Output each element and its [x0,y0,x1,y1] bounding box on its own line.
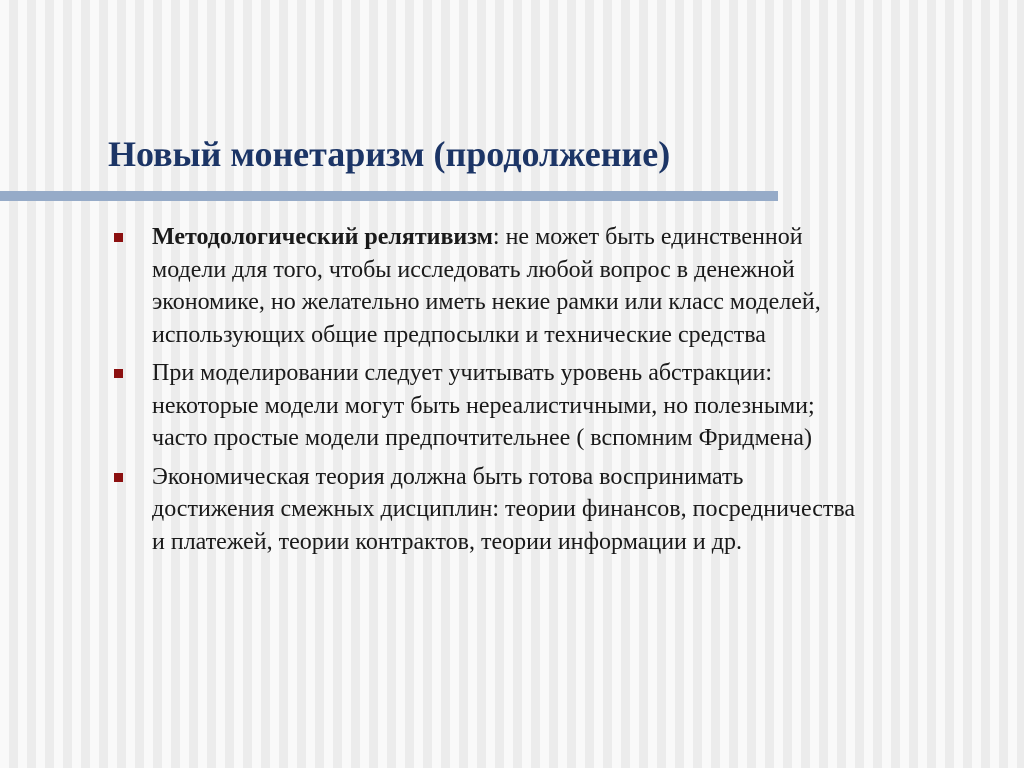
bullet-item [112,461,992,559]
bullet-text [152,221,992,351]
slide-title: Новый монетаризм (продолжение) [108,134,671,174]
bullet-text: Экономическая теория должна быть готова воспринимать достижения смежных дисциплин: теории финансов, посредничества и платежей, теории контрактов, теории информации и др. [152,463,856,555]
title-underline-rule [0,191,778,201]
square-bullet-icon [114,473,123,482]
square-bullet-icon [114,369,123,378]
bullet-term: Методологический релятивизм [152,224,493,250]
bullet-item [112,221,992,351]
bullet-list [112,221,992,564]
bullet-text: При моделировании следует учитывать уровень абстракции: некоторые модели могут быть нереалистичными, но полезными; часто простые модели предпочтительнее ( вспомним Фридмена) [152,360,815,451]
bullet-body: : не может быть единственной модели для того, чтобы исследовать любой вопрос в денежной экономике, но желательно иметь некие рамки или класс моделей, использующих общие предпосылки и технические средства [152,224,821,348]
square-bullet-icon [114,233,123,242]
bullet-item [112,357,992,455]
